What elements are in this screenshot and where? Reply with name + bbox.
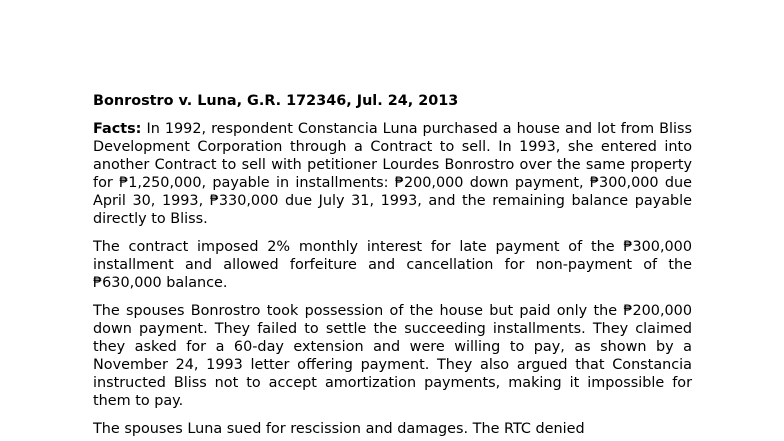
possession-paragraph xyxy=(93,302,692,410)
facts-paragraph xyxy=(93,120,692,228)
paragraph-text: In 1992, respondent Constancia Luna purchased a house and lot from Bliss Development Corporation through a Contract to sell. In 1993, she entered into another Contract to sell with petitioner Lourdes Bonrostro over the same property for ₱1,250,000, payable in installments: ₱200,000 down payment, ₱300,000 due April 30, 1993, ₱330,000 due July 31, 1993, and the remaining balance payable directly to Bliss. xyxy=(93,121,692,227)
paragraph-text: The spouses Luna sued for rescission and damages. The RTC denied xyxy=(93,421,585,437)
facts-label: Facts: xyxy=(93,121,142,137)
contract-terms-paragraph xyxy=(93,238,692,292)
paragraph-text: The contract imposed 2% monthly interest for late payment of the ₱300,000 installment and allowed forfeiture and cancellation for non-payment of the ₱630,000 balance. xyxy=(93,239,692,291)
lawsuit-paragraph xyxy=(93,420,692,438)
document-body xyxy=(93,92,692,441)
paragraph-text: The spouses Bonrostro took possession of the house but paid only the ₱200,000 down payment. They failed to settle the succeeding installments. They claimed they asked for a 60-day extension and were willing to pay, as shown by a November 24, 1993 letter offering payment. They also argued that Constancia instructed Bliss not to accept amortization payments, making it impossible for them to pay. xyxy=(93,303,692,409)
case-title: Bonrostro v. Luna, G.R. 172346, Jul. 24, 2013 xyxy=(93,93,459,109)
